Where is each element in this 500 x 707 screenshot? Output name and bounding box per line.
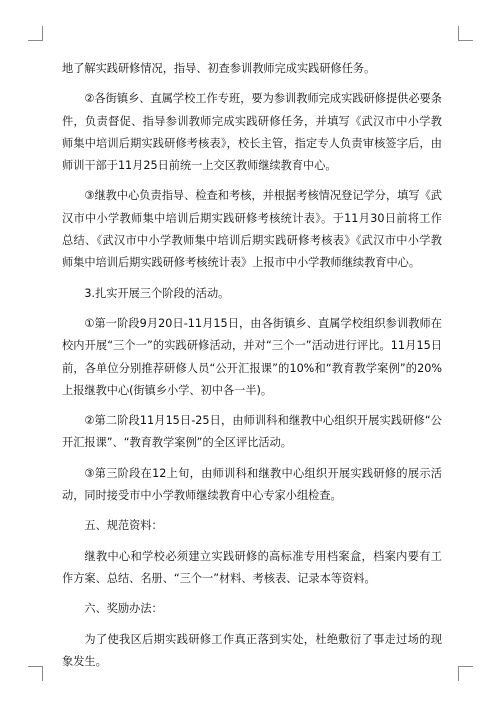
paragraph-reward: 为了使我区后期实践研修工作真正落到实处，杜绝敷衍了事走过场的现象发生。 [62,632,442,668]
crop-mark-top-left [28,26,43,41]
section-heading-6: 六、奖励办法： [84,602,163,616]
paragraph-stage-1: ①第一阶段9月20日-11月15日，由各街镇乡、直属学校组织参训教师在校内开展“三个一”的实践研修活动，并对“三个一”活动进行评比。11月15日前，各单位分别推荐研修人员“公开汇报课”的10%和“教育教学案例”的20%上报继教中心(街镇乡小学、初中各一半)。 [62,316,442,397]
paragraph-materials: 继教中心和学校必须建立实践研修的高标准专用档案盒，档案内要有工作方案、总结、名册、“三个一”材料、考核表、记录本等资料。 [62,549,442,585]
paragraph-stage-2: ②第二阶段11月15日-25日，由师训科和继教中心组织开展实践研修“公开汇报课”、“教育教学案例”的全区评比活动。 [62,414,442,450]
crop-mark-top-right [458,26,473,41]
section-heading-5: 五、规范资料： [84,519,163,533]
crop-mark-bottom-left [28,666,43,681]
document-body [62,58,442,681]
crop-mark-bottom-right [458,666,473,681]
paragraph-stage-3: ③第三阶段在12上旬，由师训科和继教中心组织开展实践研修的展示活动，同时接受市中小学教师继续教育中心专家小组检查。 [62,466,442,503]
section-heading-3: 3.扎实开展三个阶段的活动。 [84,286,230,300]
paragraph-item-2: ②各街镇乡、直属学校工作专班，要为参训教师完成实践研修提供必要条件，负责督促、指导参训教师完成实践研修任务，并填写《武汉市中小学教师集中培训后期实践研修考核表》，校长主管，指定专人负责审核签字后，由师训干部于11月25日前统一上交区教师继续教育中心。 [62,92,442,173]
paragraph-item-3: ③继教中心负责指导、检查和考核，并根据考核情况登记学分，填写《武汉市中小学教师集中培训后期实践研修考核统计表》。于11月30日前将工作总结、《武汉市中小学教师集中培训后期实践研修考核表》《武汉市中小学教师集中培训后期实践研修考核统计表》上报市中小学教师继续教育中心。 [62,189,442,270]
paragraph-continuation: 地了解实践研修情况，指导、初查参训教师完成实践研修任务。 [62,62,376,75]
